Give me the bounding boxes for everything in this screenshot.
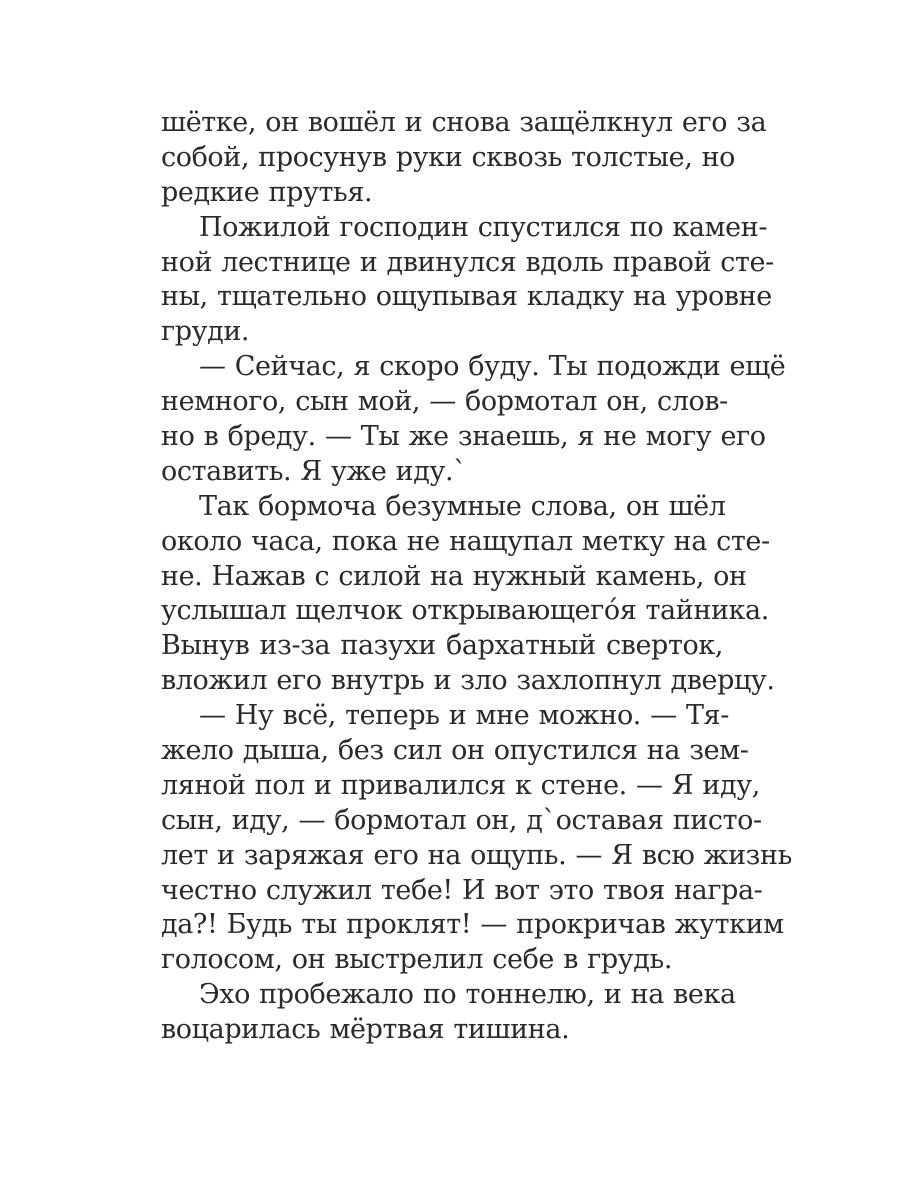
paragraph — [161, 211, 774, 351]
text-line: жело дыша, без сил он опустился на зем- — [161, 735, 749, 767]
paragraph — [161, 978, 736, 1048]
text-line: сын, иду, — бормотал он, д`оставая писто- — [161, 804, 762, 836]
paragraph — [161, 490, 775, 699]
text-line: шётке, он вошёл и снова защёлкнул его за — [161, 107, 767, 138]
text-line: услышал щелчок открывающегóя тайника. — [161, 595, 769, 627]
paragraph — [161, 699, 792, 978]
text-line: честно служил тебе! И вот это твоя награ- — [161, 874, 763, 906]
text-line: — Сейчас, я скоро буду. Ты подожди ещё — [199, 351, 786, 383]
text-line: ны, тщательно ощупывая кладку на уровне — [161, 281, 772, 313]
text-line: Эхо пробежало по тоннелю, и на века — [199, 979, 736, 1011]
text-line: ляной пол и привалился к стене. — Я иду, — [161, 769, 760, 801]
text-line: воцарилась мёртвая тишина. — [161, 1014, 570, 1046]
text-line: Вынув из-за пазухи бархатный сверток, — [161, 630, 723, 662]
paragraph — [161, 350, 786, 490]
text-line: груди. — [161, 316, 250, 348]
text-line: Так бормоча безумные слова, он шёл — [199, 490, 726, 522]
text-line: не. Нажав с силой на нужный камень, он — [161, 560, 747, 592]
paragraph — [161, 106, 767, 211]
text-line: около часа, пока не нащупал метку на сте- — [161, 525, 770, 557]
text-line: лет и заряжая его на ощупь. — Я всю жизнь — [161, 839, 792, 871]
text-line: собой, просунув руки сквозь толстые, но — [161, 141, 736, 173]
text-line: — Ну всё, теперь и мне можно. — Тя- — [199, 700, 729, 732]
text-line: Пожилой господин спустился по камен- — [199, 211, 768, 243]
text-line: да?! Будь ты проклят! — прокричав жутким — [161, 909, 784, 941]
body-text — [161, 106, 792, 1048]
text-line: но в бреду. — Ты же знаешь, я не могу его — [161, 421, 766, 453]
text-line: немного, сын мой, — бормотал он, слов- — [161, 386, 728, 418]
text-line: редкие прутья. — [161, 176, 373, 208]
text-line: ной лестнице и двинулся вдоль правой сте- — [161, 246, 774, 278]
text-line: вложил его внутрь и зло захлопнул дверцу. — [161, 665, 775, 697]
text-line: оставить. Я уже иду.` — [161, 455, 467, 487]
text-line: голосом, он выстрелил себе в грудь. — [161, 944, 673, 976]
